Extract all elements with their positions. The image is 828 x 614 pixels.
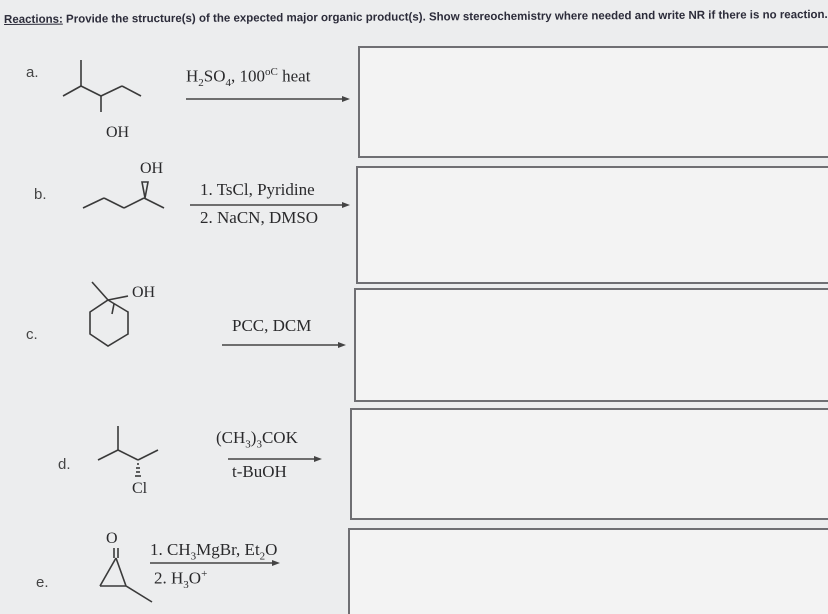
reaction-c-arrow xyxy=(222,340,346,350)
reaction-d-answer-box[interactable] xyxy=(350,408,828,520)
reaction-e-reagent-1: 1. $CH_3MgBr$, $Et_2O$ xyxy=(150,540,278,563)
reaction-d-structure xyxy=(94,420,174,480)
reaction-c-reagent: PCC, DCM xyxy=(232,316,312,335)
reaction-b-answer-box[interactable] xyxy=(356,166,828,284)
reaction-c-answer-box[interactable] xyxy=(354,288,828,402)
instructions-text: Provide the structure(s) of the expected major organic product(s). Show stereochemistry where needed and write NR if there is no reaction. xyxy=(62,8,828,26)
reaction-b-substituent: OH xyxy=(140,160,164,177)
reaction-a-structure xyxy=(58,50,148,110)
reaction-a-arrow xyxy=(186,94,350,104)
reaction-e-reagent-2: 2. $H_3O^+$ xyxy=(154,568,208,592)
reaction-a-answer-box[interactable] xyxy=(358,46,828,158)
instructions-label: Reactions: xyxy=(4,13,63,26)
reaction-e-answer-box[interactable] xyxy=(348,528,828,614)
reaction-e-letter: e. xyxy=(36,574,49,591)
reaction-d-substituent: Cl xyxy=(132,480,148,497)
reaction-a-letter: a. xyxy=(26,64,39,81)
instructions-header xyxy=(4,8,828,26)
reaction-a-substituent: OH xyxy=(106,124,130,141)
reaction-c-substituent: OH xyxy=(132,284,156,301)
reaction-b-letter: b. xyxy=(34,186,47,203)
reaction-d-reagent-1: $(CH_3)_3COK$ xyxy=(216,428,298,451)
reaction-e-arrow xyxy=(150,558,280,568)
reaction-d-reagent-2: t-BuOH xyxy=(232,462,287,481)
reaction-a-reagent: $H_2SO_4$, $100^{oC}$ heat xyxy=(186,66,311,90)
reaction-e-substituent: O xyxy=(106,530,118,547)
reaction-d-letter: d. xyxy=(58,456,71,473)
reaction-c-letter: c. xyxy=(26,326,38,343)
reaction-b-structure xyxy=(78,178,178,218)
reaction-c-structure xyxy=(88,274,148,374)
reaction-b-reagent-2: 2. NaCN, DMSO xyxy=(200,208,319,227)
reaction-b-reagent-1: 1. TsCl, Pyridine xyxy=(200,180,315,199)
